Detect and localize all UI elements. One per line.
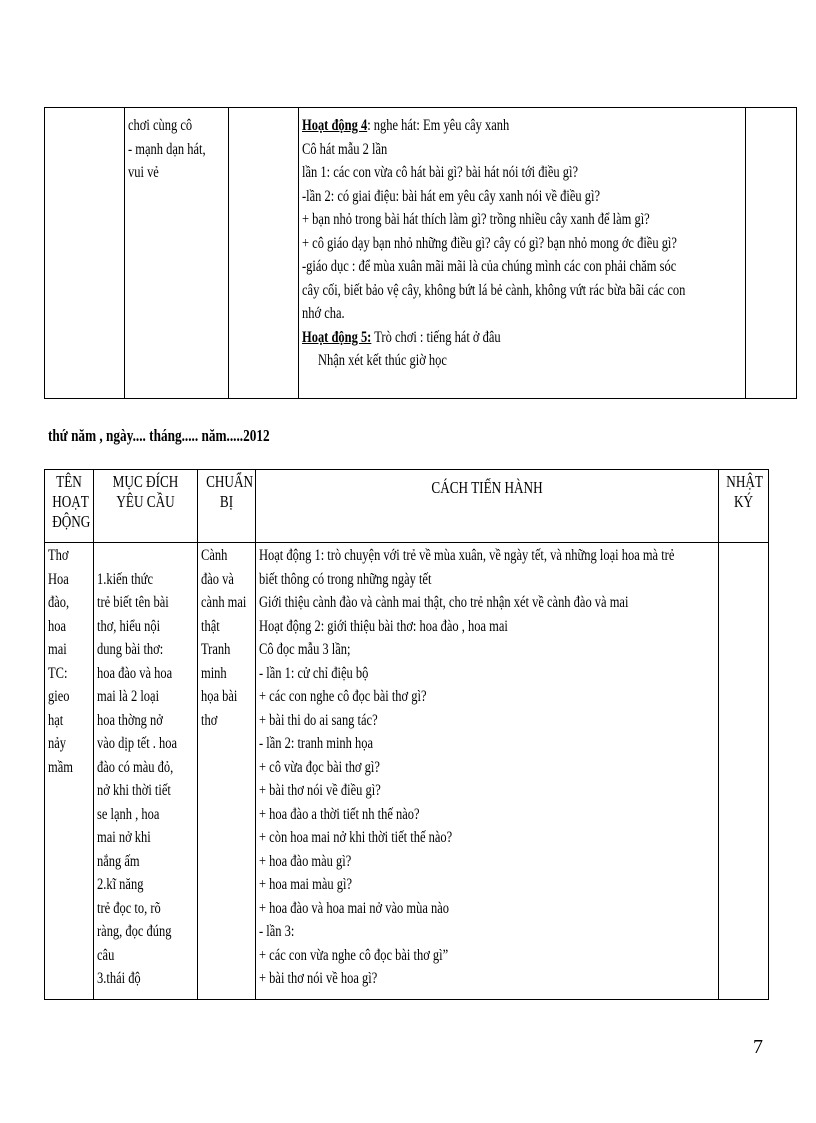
procedure-line: + các con nghe cô đọc bài thơ gì?	[259, 688, 427, 705]
procedure-line: nhớ cha.	[302, 305, 345, 322]
closing-line: Nhận xét kết thúc giờ học	[318, 352, 447, 369]
t2-col-procedure	[256, 543, 719, 1000]
purpose-line: 1.kiến thức	[97, 570, 153, 588]
t2-col-purpose	[94, 543, 198, 1000]
preparation-line: minh	[201, 664, 227, 682]
preparation-line: Cành	[201, 547, 228, 564]
t1-col-prep	[229, 108, 299, 399]
header-line: NHẬT	[726, 472, 763, 491]
purpose-line: trẻ biết tên bài	[97, 594, 169, 611]
procedure-line: cây cối, biết bảo vệ cây, không bứt lá bẻ cành, không vứt rác bừa bãi các con	[302, 281, 686, 299]
activity-name-line: TC:	[48, 664, 68, 682]
page-number: 7	[753, 1036, 763, 1058]
activity-name-line: hoa	[48, 617, 67, 635]
procedure-line: + các con vừa nghe cô đọc bài thơ gì”	[259, 946, 449, 964]
procedure-line: - lần 1: cử chỉ điệu bộ	[259, 664, 369, 682]
procedure-line: + bài thơ nói về điều gì?	[259, 782, 381, 799]
t1-col-procedure	[299, 108, 746, 399]
activity-name-line: nảy	[48, 735, 67, 752]
purpose-line: thơ, hiểu nội	[97, 617, 161, 635]
procedure-line: Giới thiệu cành đào và cành mai thật, cho trẻ nhận xét về cành đào và mai	[259, 594, 629, 611]
purpose-line: hoa đào và hoa	[97, 664, 173, 682]
lesson-plan-table	[44, 469, 769, 1000]
purpose-line: vui vẻ	[128, 164, 159, 181]
header-line: BỊ	[219, 492, 234, 511]
header-line: CÁCH TIẾN HÀNH	[431, 478, 543, 497]
purpose-line: - mạnh dạn hát,	[128, 140, 206, 158]
activity4-title: : nghe hát: Em yêu cây xanh	[367, 117, 510, 134]
preparation-line: đào và	[201, 570, 234, 588]
purpose-line: nở khi thời tiết	[97, 782, 171, 799]
procedure-line: + hoa mai màu gì?	[259, 876, 352, 893]
procedure-line: Cô đọc mẫu 3 lần;	[259, 641, 351, 658]
activity-table-continued	[44, 107, 797, 399]
header-procedure	[256, 470, 719, 543]
procedure-line: + bài thi do ai sang tác?	[259, 711, 378, 729]
header-line: TÊN	[56, 472, 82, 491]
purpose-line: chơi cùng cô	[128, 117, 193, 134]
purpose-line: dung bài thơ:	[97, 641, 164, 658]
header-line: MỤC ĐÍCH	[112, 472, 179, 491]
t1-col-name	[45, 108, 125, 399]
t2-col-prep	[198, 543, 256, 1000]
procedure-line: Cô hát mẫu 2 lần	[302, 140, 388, 158]
procedure-line: + hoa đào a thời tiết nh thế nào?	[259, 805, 420, 823]
procedure-line: + cô giáo dạy bạn nhỏ những điều gì? cây có gì? bạn nhỏ mong ớc điều gì?	[302, 234, 677, 252]
procedure-line: -giáo dục : để mùa xuân mãi mãi là của chúng mình các con phải chăm sóc	[302, 258, 677, 275]
activity-name-line: hạt	[48, 711, 64, 729]
purpose-line: trẻ đọc to, rõ	[97, 899, 161, 917]
procedure-line: + bài thơ nói về hoa gì?	[259, 970, 378, 987]
activity-name-line: mai	[48, 641, 67, 658]
preparation-line: thơ	[201, 711, 218, 729]
activity-name-line: mầm	[48, 758, 73, 776]
activity-name-line: Hoa	[48, 570, 69, 588]
date-heading: thứ năm , ngày.... tháng..... năm.....2012	[48, 426, 270, 445]
header-diary	[719, 470, 769, 543]
activity4-label: Hoạt động 4	[302, 117, 368, 134]
procedure-line: - lần 2: tranh minh họa	[259, 735, 374, 752]
header-preparation	[198, 470, 256, 543]
purpose-line: se lạnh , hoa	[97, 805, 160, 823]
header-line: ĐỘNG	[52, 512, 91, 531]
activity5-title: Trò chơi : tiếng hát ở đâu	[371, 328, 501, 346]
t2-col-name	[45, 543, 94, 1000]
header-line: KÝ	[733, 492, 754, 511]
header-line: CHUẨN	[206, 472, 254, 491]
purpose-line: 3.thái độ	[97, 970, 141, 987]
procedure-line: lần 1: các con vừa cô hát bài gì? bài hát nói tới điều gì?	[302, 164, 579, 181]
procedure-line: + bạn nhỏ trong bài hát thích làm gì? trồng nhiều cây xanh để làm gì?	[302, 211, 650, 228]
header-activity-name	[45, 470, 94, 543]
purpose-line: đào có màu đỏ,	[97, 758, 174, 776]
header-purpose	[94, 470, 198, 543]
t1-col-diary	[746, 108, 797, 399]
purpose-line: câu	[97, 946, 115, 964]
purpose-line: vào dịp tết . hoa	[97, 735, 178, 752]
header-line: HOẠT	[52, 492, 89, 511]
procedure-line: + hoa đào màu gì?	[259, 852, 352, 870]
purpose-line: ràng, đọc đúng	[97, 923, 172, 940]
procedure-line: biết thông có trong những ngày tết	[259, 570, 432, 588]
purpose-line: 2.kĩ năng	[97, 876, 144, 893]
procedure-line: -lần 2: có giai điệu: bài hát em yêu cây xanh nói về điều gì?	[302, 187, 601, 205]
purpose-line: nắng ấm	[97, 852, 140, 870]
t2-col-diary	[719, 543, 769, 1000]
purpose-line: mai nở khi	[97, 829, 151, 846]
activity-name-line: Thơ	[48, 547, 69, 564]
procedure-line: Hoạt động 2: giới thiệu bài thơ: hoa đào , hoa mai	[259, 617, 508, 635]
purpose-line: mai là 2 loại	[97, 688, 160, 705]
activity-name-line: đào,	[48, 594, 70, 611]
t1-col-purpose	[125, 108, 229, 399]
procedure-line: Hoạt động 1: trò chuyện với trẻ về mùa xuân, về ngày tết, và những loại hoa mà trẻ	[259, 547, 675, 564]
procedure-line: + còn hoa mai nở khi thời tiết thế nào?	[259, 829, 453, 846]
preparation-line: họa bài	[201, 688, 238, 705]
preparation-line: cành mai	[201, 594, 247, 611]
header-line: YÊU CẦU	[116, 492, 175, 511]
procedure-line: - lần 3:	[259, 923, 295, 940]
preparation-line: thật	[201, 617, 220, 635]
activity-name-line: gieo	[48, 688, 70, 705]
purpose-line	[97, 544, 194, 568]
procedure-line: + hoa đào và hoa mai nở vào mùa nào	[259, 899, 450, 917]
purpose-line: hoa thờng nở	[97, 711, 163, 729]
activity5-label: Hoạt động 5:	[302, 328, 372, 346]
preparation-line: Tranh	[201, 641, 231, 658]
procedure-line: + cô vừa đọc bài thơ gì?	[259, 758, 380, 776]
